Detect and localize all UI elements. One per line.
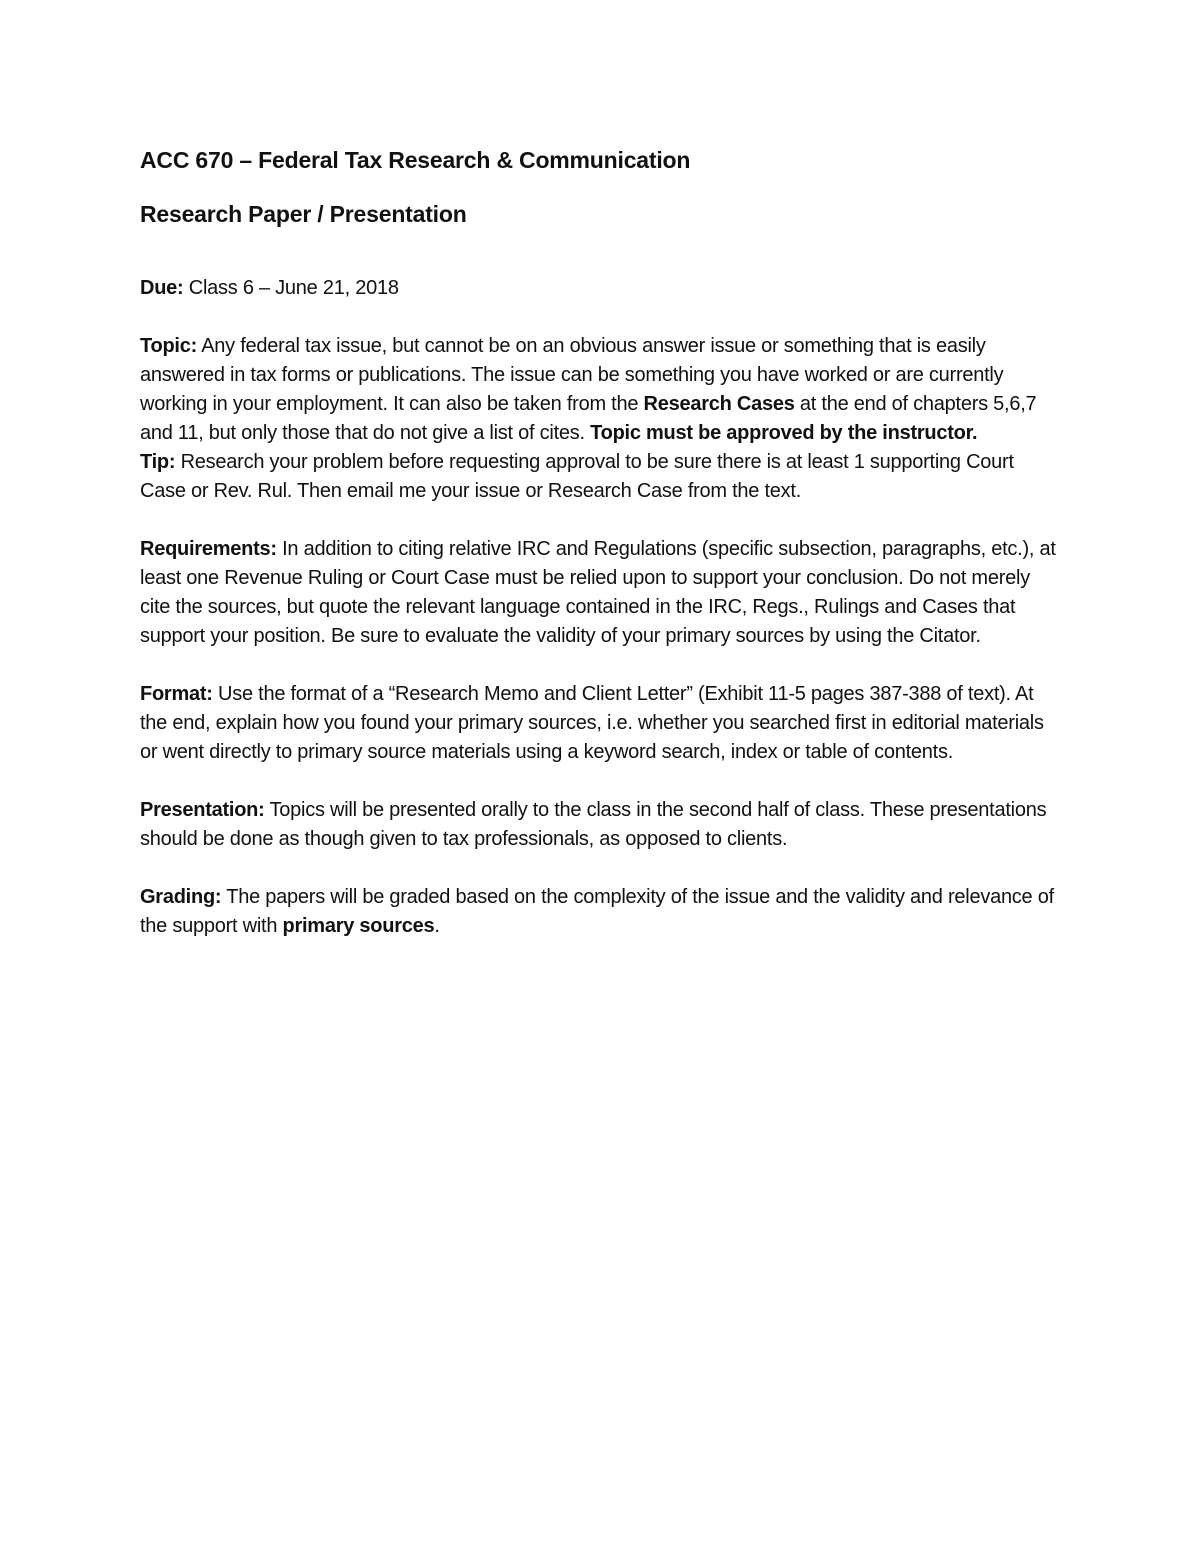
- tip-paragraph: [140, 448, 1060, 506]
- topic-text-2: at the end of chapters 5,6,7 and 11, but only those that do not give a list of cites.: [140, 393, 1037, 444]
- presentation-text: Topics will be presented orally to the class in the second half of class. These presentations should be done as though given to tax professionals, as opposed to clients.: [140, 799, 1047, 850]
- format-paragraph: [140, 680, 1060, 767]
- requirements-text: In addition to citing relative IRC and Regulations (specific subsection, paragraphs, etc.), at least one Revenue Ruling or Court Case must be relied upon to support your conclusion. Do not merely cite the sources, but quote the relevant language contained in the IRC, Regs., Rulings and Cases that support your position. Be sure to evaluate the validity of your primary sources by using the Citator.: [140, 538, 1056, 647]
- requirements-label: Requirements:: [140, 538, 277, 560]
- topic-bold-research-cases: Research Cases: [643, 393, 795, 415]
- grading-bold-primary-sources: primary sources: [282, 915, 435, 937]
- topic-bold-approval: Topic must be approved by the instructor.: [590, 422, 978, 444]
- topic-label: Topic:: [140, 335, 198, 357]
- due-label: Due:: [140, 277, 184, 299]
- format-label: Format:: [140, 683, 213, 705]
- topic-text-1: Any federal tax issue, but cannot be on an obvious answer issue or something that is easily answered in tax forms or publications. The issue can be something you have worked or are currently working in your employment. It can also be taken from the: [140, 335, 1004, 415]
- tip-label: Tip:: [140, 451, 176, 473]
- grading-text: The papers will be graded based on the complexity of the issue and the validity and relevance of the support with: [140, 886, 1054, 937]
- document-subtitle: Research Paper / Presentation: [140, 201, 467, 227]
- topic-paragraph: [140, 332, 1060, 448]
- grading-end: .: [434, 915, 440, 937]
- format-text: Use the format of a “Research Memo and Client Letter” (Exhibit 11-5 pages 387-388 of text). At the end, explain how you found your primary sources, i.e. whether you searched first in editorial materials or went directly to primary source materials using a keyword search, index or table of contents.: [140, 683, 1044, 763]
- due-paragraph: [140, 274, 1060, 303]
- due-text: Class 6 – June 21, 2018: [183, 277, 399, 299]
- document-body: [140, 142, 1060, 941]
- requirements-paragraph: [140, 535, 1060, 651]
- presentation-paragraph: [140, 796, 1060, 854]
- grading-label: Grading:: [140, 886, 222, 908]
- grading-paragraph: [140, 883, 1060, 941]
- presentation-label: Presentation:: [140, 799, 265, 821]
- document-title: ACC 670 – Federal Tax Research & Communication: [140, 147, 691, 173]
- tip-text: Research your problem before requesting approval to be sure there is at least 1 supporting Court Case or Rev. Rul. Then email me your issue or Research Case from the text.: [140, 451, 1014, 502]
